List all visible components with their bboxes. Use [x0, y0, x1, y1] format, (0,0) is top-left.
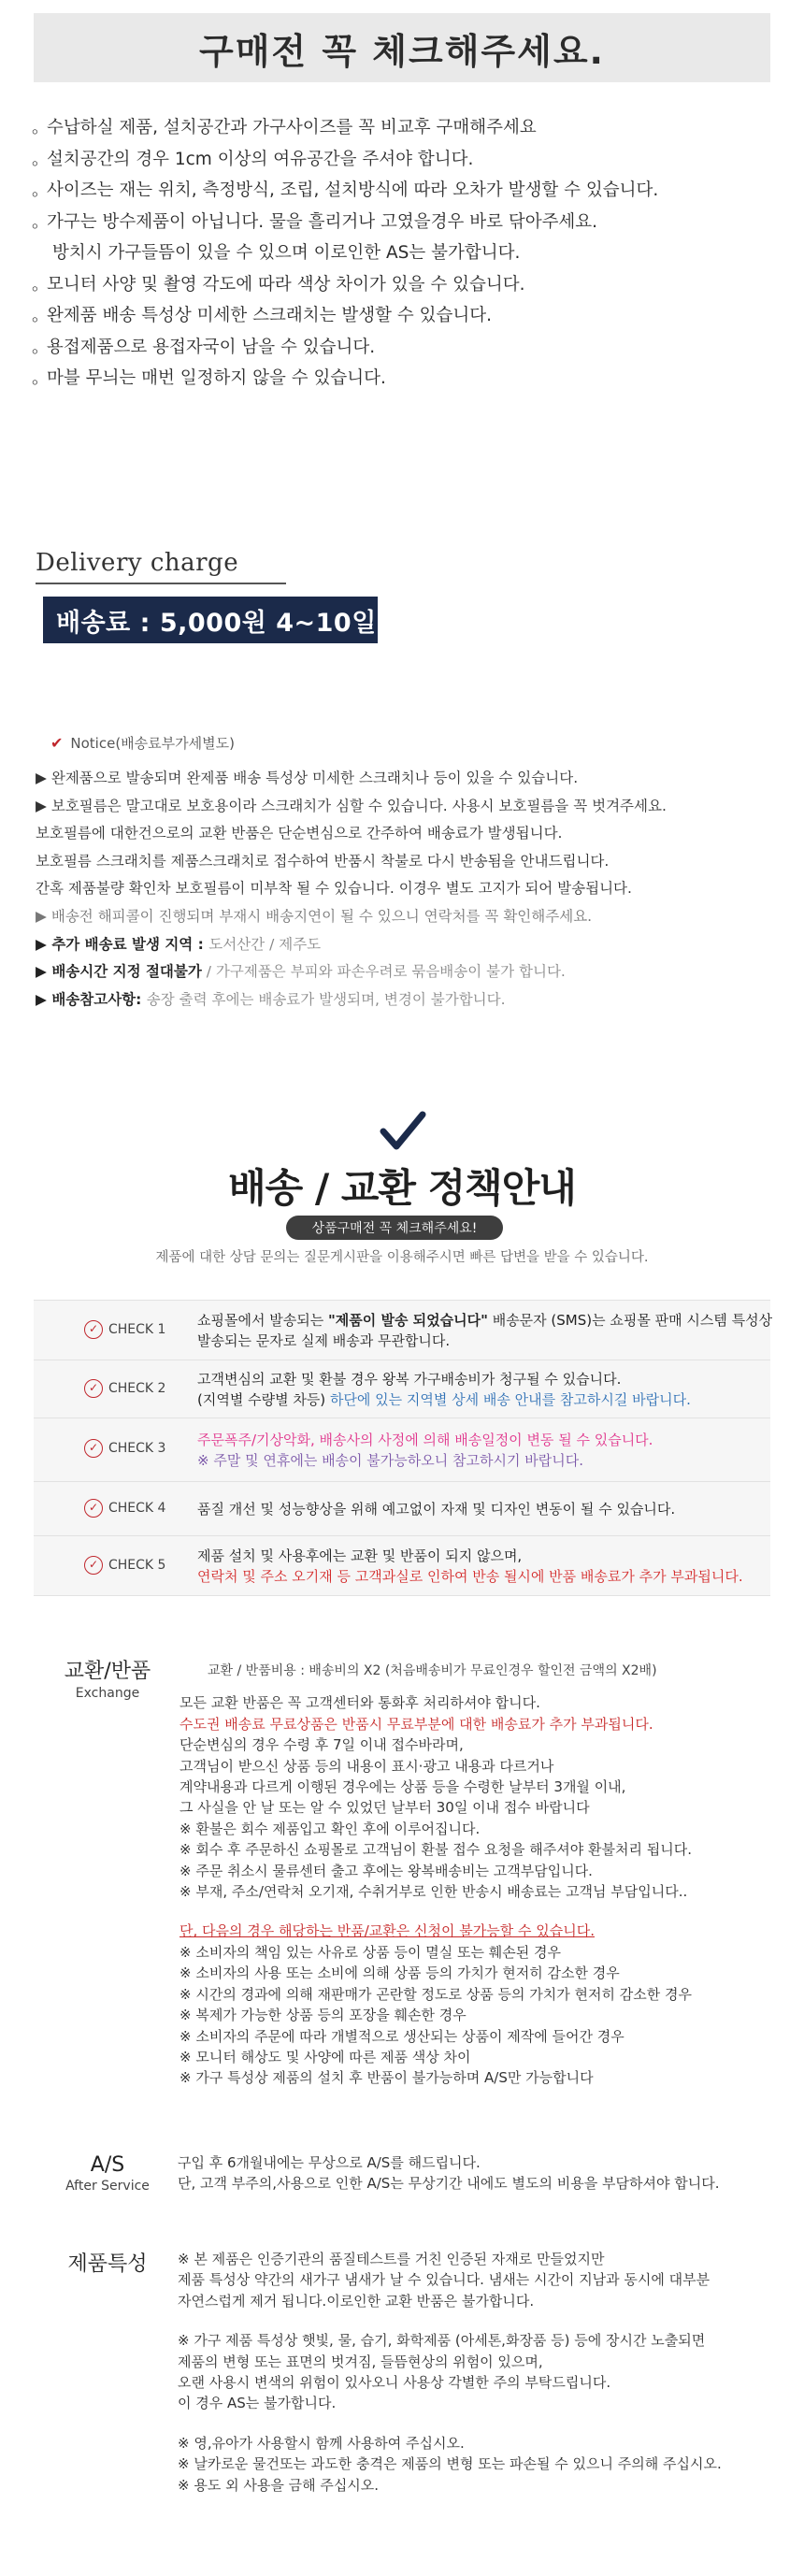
policy-subtitle: 제품에 대한 상담 문의는 질문게시판을 이용해주시면 빠른 답변을 받을 수 있습니다. [155, 1250, 649, 1265]
check-circle-icon: ✓ [84, 1499, 103, 1518]
check-tag: ✓ CHECK 2 [84, 1379, 165, 1398]
check-tag: ✓ CHECK 3 [84, 1439, 165, 1458]
checklist-item: 。용접제품으로 용접자국이 남을 수 있습니다. [32, 337, 376, 357]
checklist-item: 。수납하실 제품, 설치공간과 가구사이즈를 꼭 비교후 구매해주세요 [32, 118, 537, 137]
note-line: ▶ 배송전 해피콜이 진행되며 부재시 배송지연이 될 수 있으니 연락처를 꼭 확인해주세요. [36, 907, 593, 925]
top-title: 구매전 꼭 체크해주세요. [199, 30, 605, 72]
purchase-checklist [32, 112, 780, 395]
note-line: ▶ 완제품으로 발송되며 완제품 배송 특성상 미세한 스크래치나 등이 있을 수 있습니다. [36, 770, 579, 786]
checklist-item: 。가구는 방수제품이 아닙니다. 물을 흘리거나 고였을경우 바로 닦아주세요. [32, 211, 598, 232]
check-row: ✓ CHECK 4 품질 개선 및 성능향상을 위해 예고없이 자재 및 디자인 변동이 될 수 있습니다. [34, 1482, 770, 1536]
check-row: ✓ CHECK 5 제품 설치 및 사용후에는 교환 및 반품이 되지 않으며, 연락처 및 주소 오기재 등 고객과실로 인하여 반송 될시에 반품 배송료가 추가 부과됩니다. [34, 1536, 770, 1596]
check-circle-icon: ✓ [84, 1439, 103, 1458]
exchange-label: 교환/반품 Exchange [64, 1660, 151, 1701]
delivery-fee-box: 배송료 : 5,000원 4~10일 [43, 597, 378, 643]
check-row: ✓ CHECK 2 고객변심의 교환 및 환불 경우 왕복 가구배송비가 청구될 수 있습니다. (지역별 수량별 차등) 하단에 있는 지역별 상세 배송 안내를 참고하시길 바랍니다. [34, 1360, 770, 1418]
exchange-body: 교환 / 반품비용 : 배송비의 X2 (처음배송비가 무료인경우 할인전 금액의 X2배) 모든 교환 반품은 꼭 고객센터와 통화후 처리하셔야 합니다. 수도권 배송료 무료상품은 반품시 무료부분에 대한 배송료가 추가 부과됩니다. 단순변심의 경우 수령 후 7일 이내 접수바라며, 고객님이 받으신 상품 등의 내용이 표시·광고 내용과 다르거나 계약내용과 다르게 이행된 경우에는 상품 등을 수령한 날부터 3개월 이내, 그 사실을 안 날 또는 알 수 있었던 날부터 30일 이내 접수 바랍니다 ※ 환불은 회수 제품입고 확인 후에 이루어집니다. ※ 회수 후 주문하신 쇼핑몰로 고객님이 환불 접수 요청을 해주셔야 환불처리 됩니다. ※ 주문 취소시 물류센터 출고 후에는 왕복배송비는 고객부담입니다. ※ 부재, 주소/연락처 오기재, 수취거부로 인한 반송시 배송료는 고객님 부담입니다.. 단, 다음의 경우 해당하는 반품/교환은 신청이 불가능할 수 있습니다. ※ 소비자의 책임 있는 사유로 상품 등이 멸실 또는 훼손된 경우 ※ 소비자의 사용 또는 소비에 의해 상품 등의 가치가 현저히 감소한 경우 ※ 시간의 경과에 의해 재판매가 곤란할 정도로 상품 등의 가치가 현저히 감소한 경우 ※ 복제가 가능한 상품 등의 포장을 훼손한 경우 ※ 소비자의 주문에 따라 개별적으로 생산되는 상품이 제작에 들어간 경우 ※ 모니터 해상도 및 사양에 따른 제품 색상 차이 ※ 가구 특성상 제품의 설치 후 반품이 불가능하며 A/S만 가능합니다 [179, 1663, 692, 2087]
product-body: ※ 본 제품은 인증기관의 품질테스트를 거친 인증된 자재로 만들었지만 제품 특성상 약간의 새가구 냄새가 날 수 있습니다. 냄새는 시간이 지남과 동시에 대부분 자연스럽게 제거 됩니다.이로인한 교환 반품은 불가합니다. ※ 가구 제품 특성상 햇빛, 물, 습기, 화학제품 (아세톤,화장품 등) 등에 장시간 노출되면 제품의 변형 또는 표면의 벗겨짐, 들뜸현상의 위험이 있으며, 오랜 사용시 변색의 위험이 있사오니 사용상 각별한 주의 부탁드립니다. 이 경우 AS는 불가합니다. ※ 영,유아가 사용할시 함께 사용하여 주십시오. ※ 날카로운 물건또는 과도한 충격은 제품의 변형 또는 파손될 수 있으니 주의해 주십시오. ※ 용도 외 사용을 금해 주십시오. [178, 2251, 722, 2494]
checklist-item: 방치시 가구들뜸이 있을 수 있으며 이로인한 AS는 불가합니다. [52, 243, 521, 263]
checkmark-icon [380, 1111, 426, 1152]
checklist-item: 。완제품 배송 특성상 미세한 스크래치는 발생할 수 있습니다. [32, 306, 492, 325]
check-circle-icon: ✓ [84, 1556, 103, 1575]
check-circle-icon: ✓ [84, 1320, 103, 1339]
note-line: 보호필름 스크래치를 제품스크래치로 접수하여 반품시 착불로 다시 반송됨을 안내드립니다. [36, 852, 610, 870]
as-label: A/S After Service [65, 2153, 150, 2194]
check-list [34, 1300, 773, 1596]
check-row: ✓ CHECK 1 쇼핑몰에서 발송되는 "제품이 발송 되었습니다" 배송문자 (SMS)는 쇼핑몰 판매 시스템 특성상 발송되는 문자로 실제 배송과 무관합니다. [34, 1301, 770, 1360]
check-icon: ✔ [50, 734, 64, 752]
delivery-notes [36, 765, 783, 1014]
checklist-item: 。모니터 사양 및 촬영 각도에 따라 색상 차이가 있을 수 있습니다. [32, 274, 525, 295]
as-body: 구입 후 6개월내에는 무상으로 A/S를 해드립니다. 단, 고객 부주의,사용으로 인한 A/S는 무상기간 내에도 별도의 비용을 부담하셔야 합니다. [178, 2154, 720, 2193]
check-row: ✓ CHECK 3 주문폭주/기상악화, 배송사의 사정에 의해 배송일정이 변동 될 수 있습니다. ※ 주말 및 연휴에는 배송이 불가능하오니 참고하시기 바랍니다. [34, 1418, 770, 1482]
check-circle-icon: ✓ [84, 1379, 103, 1398]
note-line: 보호필름에 대한건으로의 교환 반품은 단순변심으로 간주하여 배송료가 발생됩니다. [36, 825, 563, 842]
top-banner [34, 13, 770, 82]
checklist-item: 。사이즈는 재는 위치, 측정방식, 조립, 설치방식에 따라 오차가 발생할 수 있습니다. [32, 180, 659, 200]
checklist-item: 。설치공간의 경우 1cm 이상의 여유공간을 주셔야 합니다. [32, 149, 474, 169]
delivery-charge-title: Delivery charge [36, 549, 239, 577]
checklist-item: 。마블 무늬는 매번 일정하지 않을 수 있습니다. [32, 368, 386, 388]
check-tag: ✓ CHECK 5 [84, 1556, 165, 1575]
check-tag: ✓ CHECK 1 [84, 1320, 165, 1339]
note-line: ▶ 배송참고사항: 송장 출력 후에는 배송료가 발생되며, 변경이 불가합니다. [36, 990, 506, 1008]
check-tag: ✓ CHECK 4 [84, 1499, 165, 1518]
note-line: ▶ 배송시간 지정 절대불가 / 가구제품은 부피와 파손우려로 묶음배송이 불가 합니다. [36, 963, 566, 981]
notice-heading: ✔ Notice(배송료부가세별도) [50, 734, 235, 752]
title-underline [36, 583, 286, 584]
note-line: ▶ 보호필름은 말고대로 보호용이라 스크래치가 심할 수 있습니다. 사용시 보호필름을 꼭 벗겨주세요. [36, 797, 667, 814]
note-line: ▶ 추가 배송료 발생 지역 : 도서산간 / 제주도 [36, 935, 322, 953]
product-label: 제품특성 [67, 2252, 148, 2276]
note-line: 간혹 제품불량 확인차 보호필름이 미부착 될 수 있습니다. 이경우 별도 고지가 되어 발송됩니다. [36, 880, 632, 898]
check-pill: 상품구매전 꼭 체크해주세요! [286, 1216, 503, 1240]
policy-title: 배송 / 교환 정책안내 [228, 1165, 576, 1211]
